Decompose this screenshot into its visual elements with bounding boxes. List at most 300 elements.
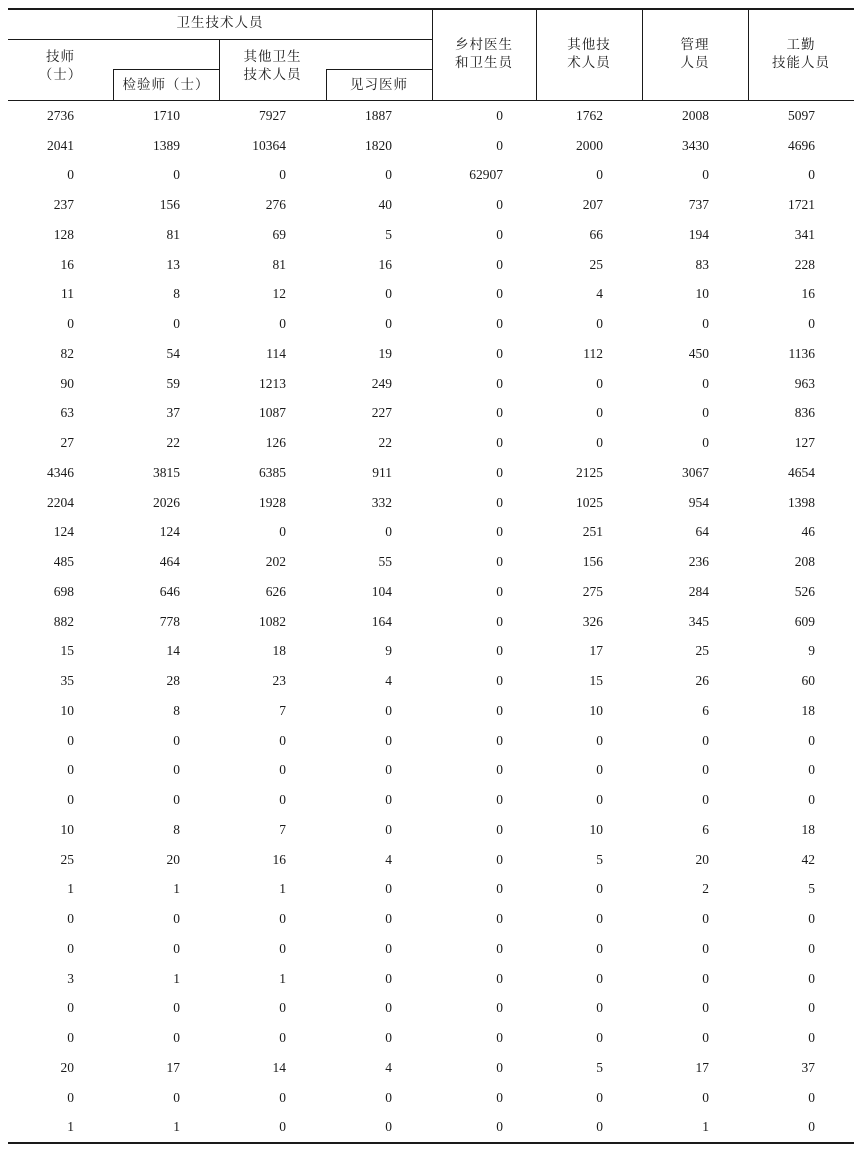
table-cell: 0 — [279, 762, 286, 778]
table-cell: 7927 — [259, 107, 286, 123]
table-row — [8, 785, 815, 815]
table-cell: 0 — [808, 911, 815, 927]
table-cell: 0 — [67, 911, 74, 927]
table-cell: 10 — [60, 702, 74, 718]
header-sub-rule-right — [326, 69, 432, 70]
table-cell: 0 — [279, 792, 286, 808]
table-cell: 17 — [166, 1059, 180, 1075]
table-cell: 18 — [272, 643, 286, 659]
table-row — [8, 131, 815, 161]
table-cell: 2125 — [576, 464, 603, 480]
table-cell: 0 — [173, 792, 180, 808]
table-cell: 0 — [596, 940, 603, 956]
header-lab-technician — [113, 76, 219, 94]
table-cell: 66 — [589, 226, 603, 242]
table-cell: 0 — [279, 940, 286, 956]
table-cell: 0 — [496, 137, 503, 153]
header-label: 管理 — [680, 37, 710, 53]
table-cell: 0 — [496, 405, 503, 421]
table-cell: 0 — [808, 167, 815, 183]
table-cell: 27 — [60, 435, 74, 451]
table-cell: 882 — [53, 613, 74, 629]
table-cell: 0 — [808, 732, 815, 748]
header-label: 工勤 — [786, 37, 816, 53]
table-cell: 26 — [695, 673, 709, 689]
table-cell: 1721 — [788, 197, 815, 213]
table-cell: 0 — [385, 1089, 392, 1105]
table-row — [8, 309, 815, 339]
header-label: 人员 — [680, 55, 710, 71]
table-cell: 0 — [496, 792, 503, 808]
table-row — [8, 518, 815, 548]
table-cell: 1 — [279, 970, 286, 986]
table-cell: 20 — [166, 851, 180, 867]
table-cell: 0 — [173, 316, 180, 332]
table-cell: 16 — [378, 256, 392, 272]
table-cell: 0 — [496, 524, 503, 540]
table-cell: 0 — [596, 881, 603, 897]
table-row — [8, 161, 815, 191]
table-cell: 0 — [702, 1089, 709, 1105]
header-sub-rule-left — [113, 69, 219, 70]
table-cell: 0 — [279, 1089, 286, 1105]
table-row — [8, 904, 815, 934]
table-cell: 3430 — [682, 137, 709, 153]
table-cell: 778 — [159, 613, 180, 629]
table-cell: 42 — [801, 851, 815, 867]
table-row — [8, 964, 815, 994]
table-cell: 0 — [702, 1030, 709, 1046]
table-cell: 0 — [67, 316, 74, 332]
table-row — [8, 250, 815, 280]
table-cell: 646 — [159, 583, 180, 599]
table-row — [8, 190, 815, 220]
table-cell: 13 — [166, 256, 180, 272]
table-cell: 0 — [496, 226, 503, 242]
table-cell: 0 — [596, 405, 603, 421]
table-cell: 0 — [596, 792, 603, 808]
table-cell: 0 — [596, 167, 603, 183]
table-cell: 0 — [496, 643, 503, 659]
table-cell: 0 — [173, 940, 180, 956]
table-cell: 0 — [385, 881, 392, 897]
table-cell: 3815 — [153, 464, 180, 480]
table-cell: 16 — [272, 851, 286, 867]
table-cell: 0 — [496, 107, 503, 123]
table-cell: 0 — [808, 1000, 815, 1016]
table-cell: 954 — [688, 494, 709, 510]
table-cell: 0 — [173, 1030, 180, 1046]
table-cell: 62907 — [469, 167, 503, 183]
table-cell: 626 — [265, 583, 286, 599]
table-row — [8, 1083, 815, 1113]
table-cell: 284 — [688, 583, 709, 599]
table-row — [8, 1053, 815, 1083]
table-cell: 4 — [596, 286, 603, 302]
table-cell: 2736 — [47, 107, 74, 123]
table-cell: 0 — [496, 316, 503, 332]
table-cell: 83 — [695, 256, 709, 272]
table-cell: 8 — [173, 286, 180, 302]
table-cell: 963 — [794, 375, 815, 391]
data-table — [8, 101, 815, 1142]
table-cell: 3 — [67, 970, 74, 986]
table-cell: 0 — [596, 1089, 603, 1105]
table-cell: 10364 — [252, 137, 286, 153]
table-cell: 0 — [596, 435, 603, 451]
table-cell: 0 — [385, 1030, 392, 1046]
table-cell: 526 — [794, 583, 815, 599]
table-cell: 0 — [385, 792, 392, 808]
table-cell: 1 — [67, 1119, 74, 1135]
table-cell: 0 — [67, 1000, 74, 1016]
table-cell: 0 — [496, 673, 503, 689]
table-cell: 114 — [266, 345, 286, 361]
table-row — [8, 815, 815, 845]
table-cell: 0 — [496, 1089, 503, 1105]
table-cell: 0 — [279, 1000, 286, 1016]
table-cell: 0 — [496, 1030, 503, 1046]
table-cell: 1820 — [365, 137, 392, 153]
table-cell: 9 — [385, 643, 392, 659]
table-cell: 28 — [166, 673, 180, 689]
table-cell: 17 — [695, 1059, 709, 1075]
table-cell: 0 — [596, 1030, 603, 1046]
table-cell: 1136 — [788, 345, 815, 361]
header-label: 和卫生员 — [455, 55, 513, 71]
table-cell: 1389 — [153, 137, 180, 153]
table-cell: 276 — [265, 197, 286, 213]
table-row — [8, 547, 815, 577]
table-cell: 64 — [695, 524, 709, 540]
table-cell: 464 — [159, 554, 180, 570]
header-technician — [8, 48, 113, 84]
header-label: 技术人员 — [243, 67, 302, 83]
table-cell: 4654 — [788, 464, 815, 480]
header-label: 乡村医生 — [455, 37, 513, 53]
table-cell: 35 — [60, 673, 74, 689]
table-cell: 112 — [583, 345, 603, 361]
table-cell: 0 — [279, 1119, 286, 1135]
table-cell: 228 — [794, 256, 815, 272]
table-cell: 1710 — [153, 107, 180, 123]
table-cell: 0 — [496, 1119, 503, 1135]
table-cell: 54 — [166, 345, 180, 361]
table-cell: 0 — [596, 375, 603, 391]
table-cell: 0 — [496, 613, 503, 629]
table-cell: 0 — [496, 554, 503, 570]
table-cell: 836 — [794, 405, 815, 421]
table-cell: 81 — [166, 226, 180, 242]
table-cell: 737 — [688, 197, 709, 213]
table-cell: 0 — [596, 1000, 603, 1016]
table-cell: 1 — [173, 970, 180, 986]
table-cell: 0 — [496, 494, 503, 510]
table-cell: 0 — [496, 286, 503, 302]
table-cell: 22 — [166, 435, 180, 451]
table-cell: 4 — [385, 1059, 392, 1075]
table-cell: 37 — [166, 405, 180, 421]
table-cell: 2026 — [153, 494, 180, 510]
table-cell: 1 — [67, 881, 74, 897]
table-cell: 59 — [166, 375, 180, 391]
table-cell: 3067 — [682, 464, 709, 480]
table-cell: 2041 — [47, 137, 74, 153]
table-cell: 0 — [279, 316, 286, 332]
table-cell: 0 — [496, 702, 503, 718]
table-cell: 237 — [53, 197, 74, 213]
table-cell: 37 — [801, 1059, 815, 1075]
table-cell: 19 — [378, 345, 392, 361]
table-row — [8, 339, 815, 369]
header-label: （士） — [38, 67, 83, 83]
table-cell: 6 — [702, 821, 709, 837]
table-cell: 0 — [496, 732, 503, 748]
table-cell: 0 — [279, 167, 286, 183]
header-label: 见习医师 — [350, 77, 408, 93]
table-cell: 1928 — [259, 494, 286, 510]
table-cell: 0 — [808, 1089, 815, 1105]
table-cell: 0 — [385, 911, 392, 927]
header-logistics-skill — [748, 36, 854, 72]
table-row — [8, 875, 815, 905]
table-cell: 4 — [385, 673, 392, 689]
table-cell: 332 — [371, 494, 392, 510]
table-cell: 1082 — [259, 613, 286, 629]
table-cell: 0 — [385, 762, 392, 778]
table-cell: 10 — [589, 702, 603, 718]
table-cell: 0 — [67, 1089, 74, 1105]
header-label: 卫生技术人员 — [176, 15, 264, 31]
table-cell: 2 — [702, 881, 709, 897]
table-cell: 0 — [808, 940, 815, 956]
table-row — [8, 637, 815, 667]
table-cell: 0 — [67, 762, 74, 778]
table-cell: 0 — [385, 940, 392, 956]
table-cell: 0 — [702, 1000, 709, 1016]
table-cell: 156 — [582, 554, 603, 570]
table-cell: 82 — [60, 345, 74, 361]
table-cell: 485 — [53, 554, 74, 570]
table-cell: 0 — [702, 762, 709, 778]
table-row — [8, 1023, 815, 1053]
table-cell: 16 — [801, 286, 815, 302]
table-cell: 124 — [53, 524, 74, 540]
table-cell: 81 — [272, 256, 286, 272]
table-cell: 63 — [60, 405, 74, 421]
header-other-health-tech — [219, 48, 326, 84]
table-cell: 0 — [702, 911, 709, 927]
table-cell: 0 — [67, 167, 74, 183]
table-cell: 4696 — [788, 137, 815, 153]
table-row — [8, 696, 815, 726]
table-cell: 0 — [385, 702, 392, 718]
table-cell: 15 — [60, 643, 74, 659]
table-cell: 0 — [496, 1059, 503, 1075]
header-label: 技师 — [46, 49, 75, 65]
table-cell: 275 — [582, 583, 603, 599]
table-row — [8, 488, 815, 518]
table-cell: 0 — [496, 762, 503, 778]
table-row — [8, 666, 815, 696]
table-row — [8, 934, 815, 964]
table-cell: 0 — [702, 940, 709, 956]
table-cell: 0 — [173, 1089, 180, 1105]
table-cell: 1 — [173, 1119, 180, 1135]
table-cell: 5097 — [788, 107, 815, 123]
table-cell: 0 — [808, 316, 815, 332]
header-intern-doctor — [326, 76, 432, 94]
table-cell: 0 — [596, 970, 603, 986]
table-cell: 0 — [385, 524, 392, 540]
table-cell: 9 — [808, 643, 815, 659]
table-cell: 4346 — [47, 464, 74, 480]
table-cell: 15 — [589, 673, 603, 689]
table-cell: 0 — [808, 970, 815, 986]
table-cell: 251 — [582, 524, 603, 540]
table-cell: 326 — [582, 613, 603, 629]
table-cell: 12 — [272, 286, 286, 302]
table-cell: 18 — [801, 702, 815, 718]
table-cell: 0 — [67, 940, 74, 956]
table-cell: 0 — [385, 732, 392, 748]
table-cell: 0 — [496, 256, 503, 272]
table-row — [8, 756, 815, 786]
table-cell: 23 — [272, 673, 286, 689]
table-cell: 0 — [596, 732, 603, 748]
table-cell: 69 — [272, 226, 286, 242]
table-cell: 0 — [596, 316, 603, 332]
table-cell: 40 — [378, 197, 392, 213]
header-group-rule — [8, 39, 432, 40]
table-cell: 0 — [385, 1000, 392, 1016]
table-cell: 0 — [496, 375, 503, 391]
table-cell: 0 — [279, 524, 286, 540]
table-cell: 8 — [173, 821, 180, 837]
table-row — [8, 726, 815, 756]
table-cell: 127 — [794, 435, 815, 451]
table-cell: 1 — [173, 881, 180, 897]
table-cell: 0 — [279, 1030, 286, 1046]
header-health-tech-group — [8, 14, 432, 32]
table-cell: 5 — [385, 226, 392, 242]
table-cell: 0 — [496, 464, 503, 480]
table-cell: 345 — [688, 613, 709, 629]
table-cell: 609 — [794, 613, 815, 629]
table-cell: 6 — [702, 702, 709, 718]
table-cell: 0 — [702, 375, 709, 391]
table-cell: 0 — [702, 732, 709, 748]
table-cell: 0 — [702, 316, 709, 332]
table-cell: 911 — [372, 464, 392, 480]
header-other-tech-staff — [536, 36, 642, 72]
table-cell: 126 — [265, 435, 286, 451]
table-cell: 0 — [385, 970, 392, 986]
table-cell: 0 — [496, 345, 503, 361]
table-cell: 0 — [496, 881, 503, 897]
table-top-rule — [8, 8, 854, 10]
header-label: 其他技 — [567, 37, 611, 53]
table-row — [8, 845, 815, 875]
table-cell: 698 — [53, 583, 74, 599]
table-cell: 0 — [67, 792, 74, 808]
table-cell: 46 — [801, 524, 815, 540]
table-cell: 0 — [596, 762, 603, 778]
table-cell: 5 — [596, 1059, 603, 1075]
table-row — [8, 280, 815, 310]
table-cell: 5 — [808, 881, 815, 897]
table-cell: 2008 — [682, 107, 709, 123]
table-cell: 227 — [371, 405, 392, 421]
table-cell: 2000 — [576, 137, 603, 153]
table-cell: 0 — [385, 286, 392, 302]
header-village-doctor — [432, 36, 536, 72]
table-cell: 249 — [371, 375, 392, 391]
table-cell: 55 — [378, 554, 392, 570]
table-cell: 0 — [496, 1000, 503, 1016]
table-cell: 0 — [596, 1119, 603, 1135]
table-cell: 0 — [496, 970, 503, 986]
table-cell: 0 — [496, 583, 503, 599]
table-cell: 10 — [589, 821, 603, 837]
table-cell: 7 — [279, 702, 286, 718]
table-cell: 1 — [279, 881, 286, 897]
header-label: 检验师（士） — [122, 77, 210, 93]
table-cell: 90 — [60, 375, 74, 391]
table-cell: 207 — [582, 197, 603, 213]
table-cell: 0 — [385, 1119, 392, 1135]
table-cell: 0 — [702, 792, 709, 808]
table-row — [8, 428, 815, 458]
table-cell: 0 — [496, 435, 503, 451]
table-cell: 14 — [166, 643, 180, 659]
table-cell: 128 — [53, 226, 74, 242]
table-cell: 0 — [279, 732, 286, 748]
table-cell: 164 — [371, 613, 392, 629]
table-row — [8, 607, 815, 637]
table-cell: 25 — [695, 643, 709, 659]
table-cell: 0 — [596, 911, 603, 927]
table-row — [8, 577, 815, 607]
table-cell: 4 — [385, 851, 392, 867]
table-cell: 11 — [61, 286, 74, 302]
table-cell: 14 — [272, 1059, 286, 1075]
table-cell: 0 — [385, 821, 392, 837]
table-cell: 10 — [695, 286, 709, 302]
table-cell: 5 — [596, 851, 603, 867]
table-cell: 0 — [279, 911, 286, 927]
table-cell: 0 — [496, 821, 503, 837]
table-cell: 0 — [496, 851, 503, 867]
table-row — [8, 369, 815, 399]
table-cell: 1 — [702, 1119, 709, 1135]
table-cell: 0 — [496, 197, 503, 213]
header-label: 术人员 — [567, 55, 611, 71]
table-row — [8, 220, 815, 250]
table-cell: 1025 — [576, 494, 603, 510]
table-cell: 0 — [702, 405, 709, 421]
table-cell: 0 — [808, 1030, 815, 1046]
table-cell: 0 — [808, 792, 815, 808]
table-cell: 25 — [60, 851, 74, 867]
table-cell: 0 — [173, 732, 180, 748]
table-cell: 60 — [801, 673, 815, 689]
table-cell: 341 — [794, 226, 815, 242]
table-cell: 0 — [173, 911, 180, 927]
table-cell: 0 — [808, 762, 815, 778]
table-cell: 10 — [60, 821, 74, 837]
table-cell: 450 — [688, 345, 709, 361]
